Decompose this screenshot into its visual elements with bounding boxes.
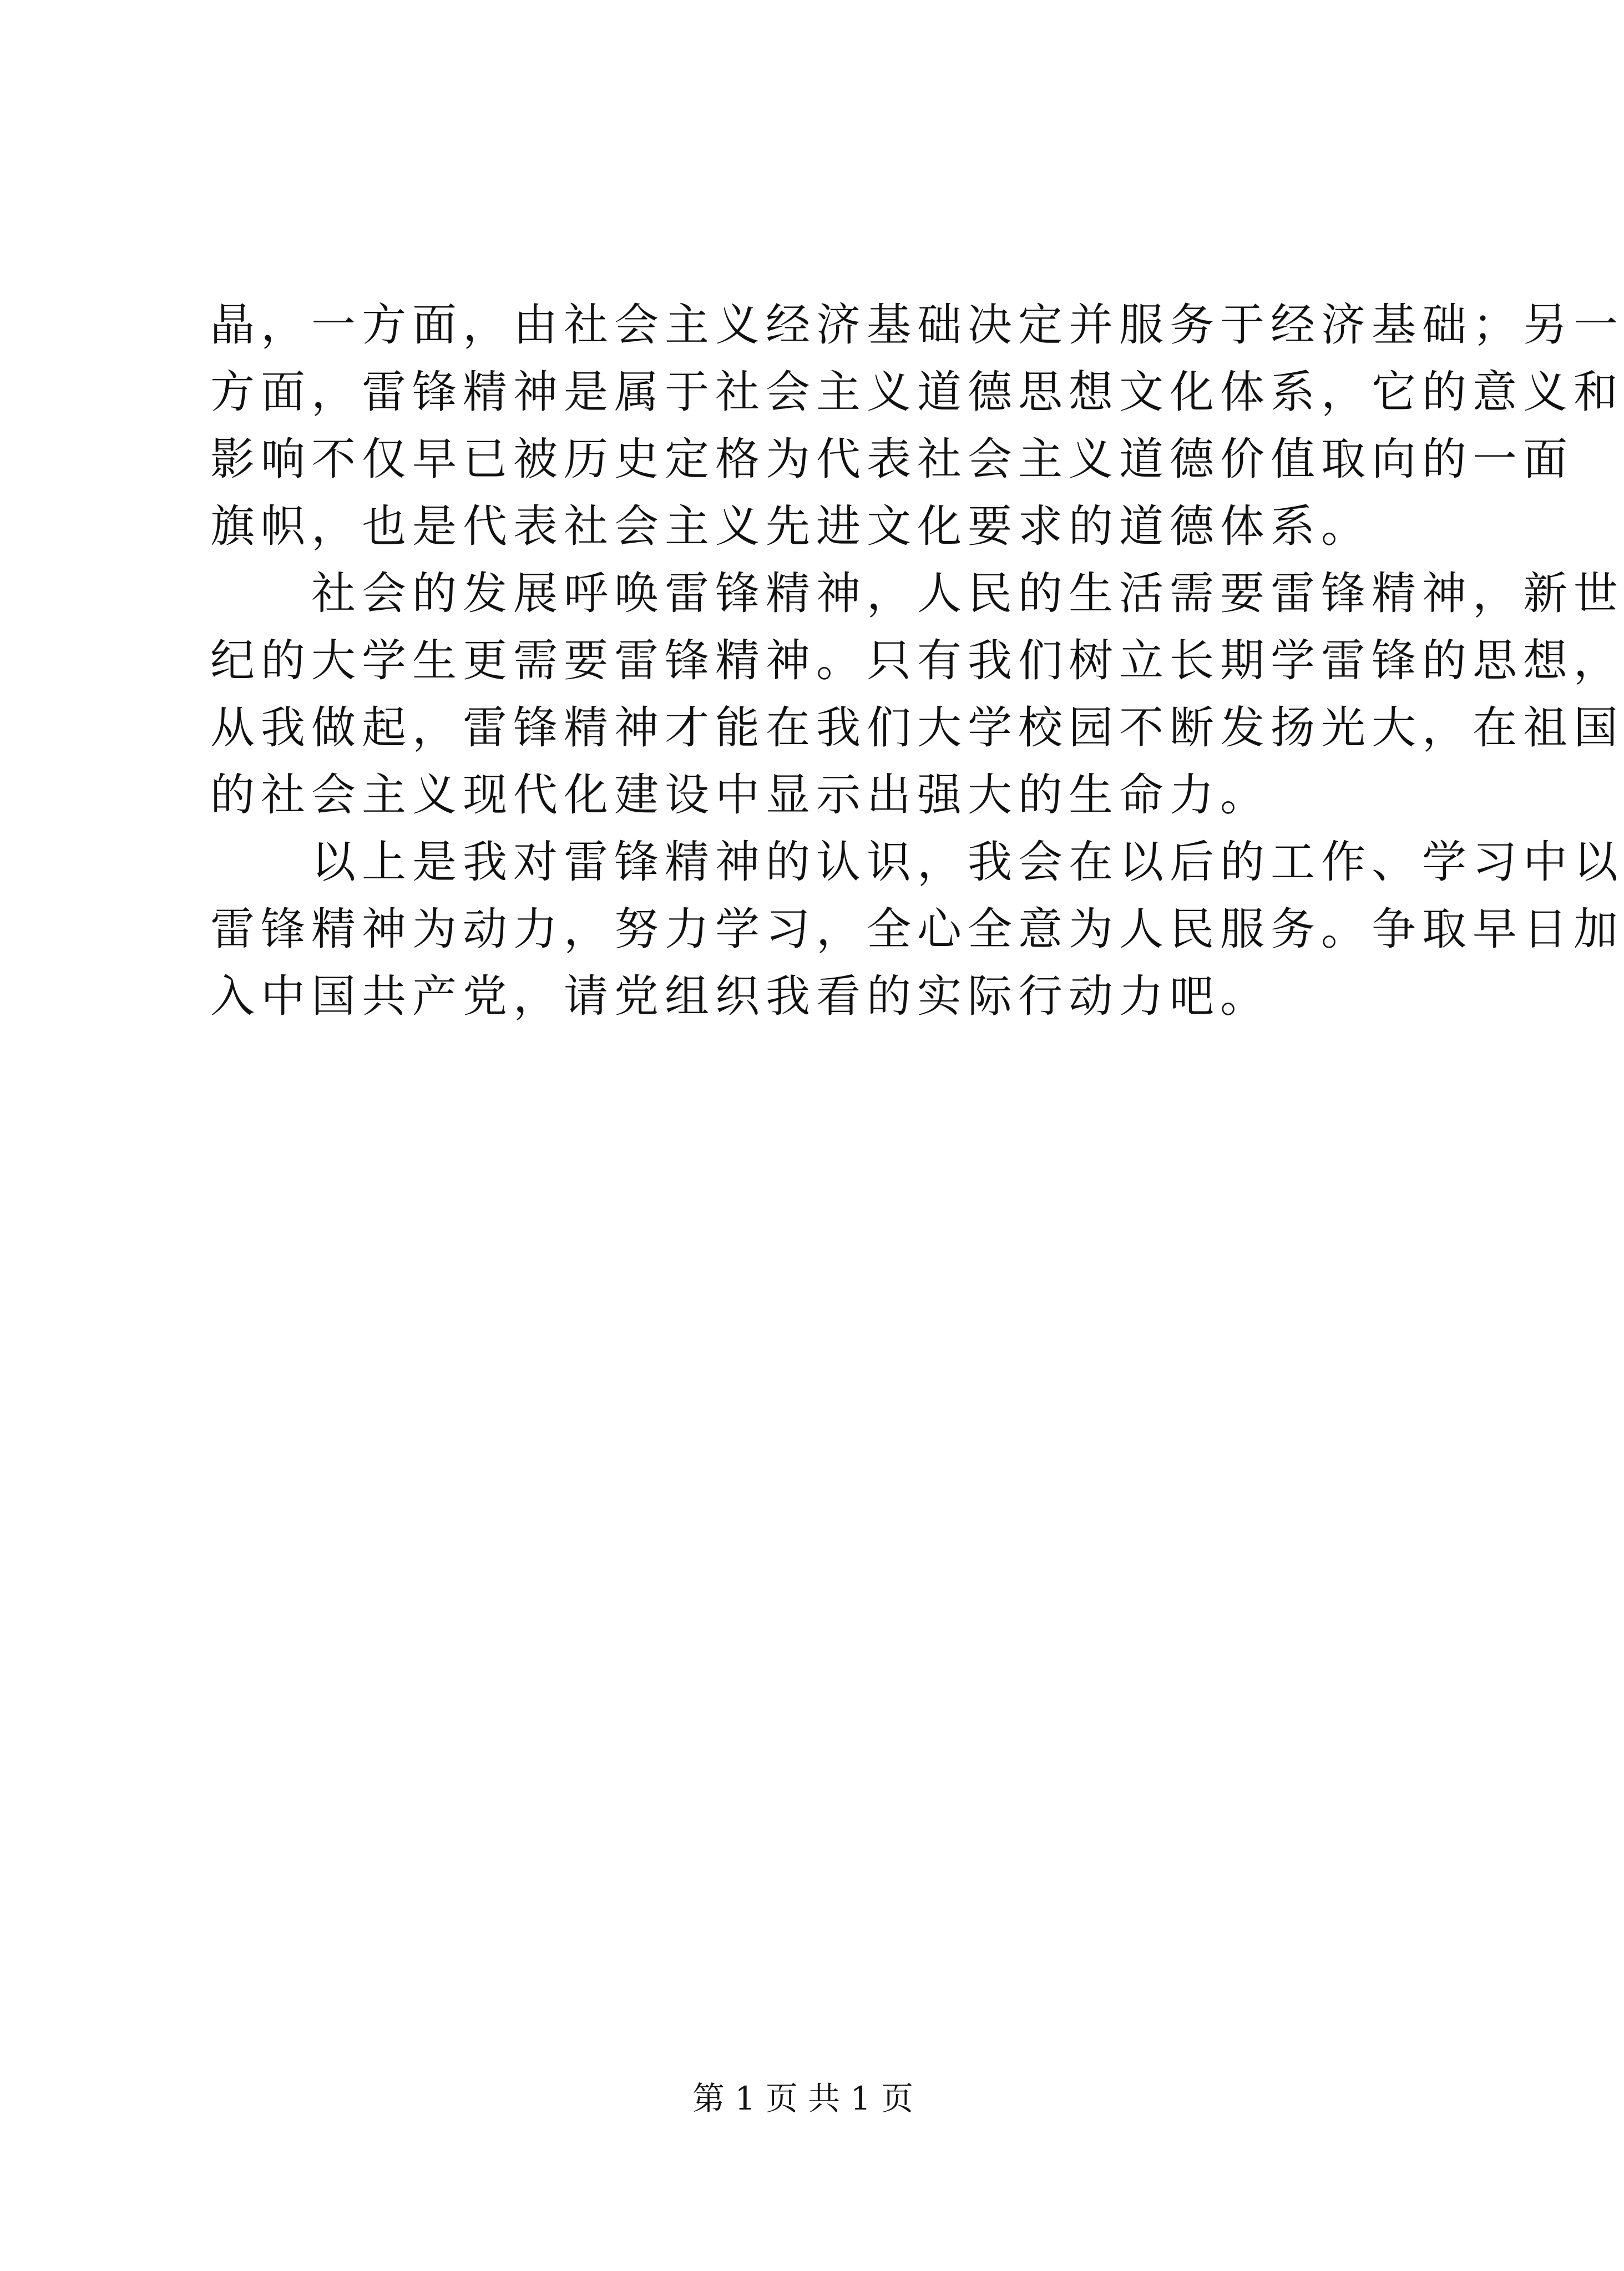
document-body xyxy=(210,291,1624,1030)
text-line: 的社会主义现代化建设中显示出强大的生命力。 xyxy=(210,769,1271,821)
paragraph-3 xyxy=(210,828,1624,1030)
text-line: 以上是我对雷锋精神的认识，我会在以后的工作、学习中以 xyxy=(210,836,1624,888)
text-line: 雷锋精神为动力，努力学习，全心全意为人民服务。争取早日加 xyxy=(210,903,1624,955)
text-line: 方面，雷锋精神是属于社会主义道德思想文化体系，它的意义和 xyxy=(210,366,1624,418)
paragraph-2 xyxy=(210,560,1624,828)
text-line: 影响不仅早已被历史定格为代表社会主义道德价值取向的一面 xyxy=(210,433,1574,485)
text-line: 纪的大学生更需要雷锋精神。只有我们树立长期学雷锋的思想， xyxy=(210,635,1624,686)
page-number-footer: 第 1 页 共 1 页 xyxy=(692,2080,913,2117)
text-line: 从我做起，雷锋精神才能在我们大学校园不断发扬光大，在祖国 xyxy=(210,702,1624,753)
paragraph-1 xyxy=(210,291,1624,560)
text-line: 社会的发展呼唤雷锋精神，人民的生活需要雷锋精神，新世 xyxy=(210,568,1624,619)
text-line: 旗帜，也是代表社会主义先进文化要求的道德体系。 xyxy=(210,500,1372,552)
text-line: 晶，一方面，由社会主义经济基础决定并服务于经济基础；另一 xyxy=(210,299,1624,351)
text-line: 入中国共产党，请党组织我看的实际行动力吧。 xyxy=(210,970,1271,1022)
